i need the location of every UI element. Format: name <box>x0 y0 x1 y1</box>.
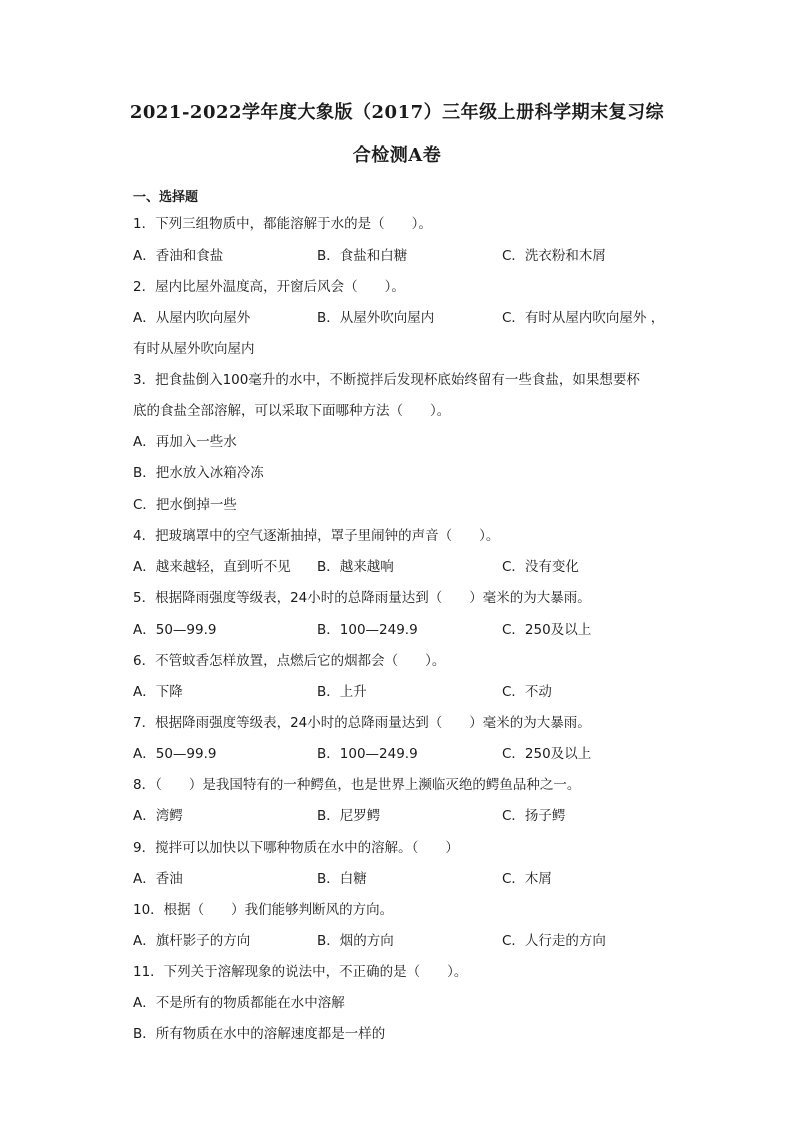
question-4-option-c: C．没有变化 <box>502 559 579 575</box>
question-10-option-a: A．旗杆影子的方向 <box>133 933 251 949</box>
section-heading: 一、选择题 <box>133 190 199 205</box>
question-10-stem: 10．根据（ ）我们能够判断风的方向。 <box>133 902 394 918</box>
question-2-option-c-continued: 有时从屋外吹向屋内 <box>133 341 255 357</box>
question-9-option-a: A．香油 <box>133 871 183 887</box>
question-6-stem: 6．不管蚊香怎样放置，点燃后它的烟都会（ ）。 <box>133 653 446 669</box>
question-4-option-b: B．越来越响 <box>317 559 394 575</box>
question-5-option-c: C．250及以上 <box>502 622 592 638</box>
question-7-option-a: A．50—99.9 <box>133 746 217 762</box>
question-4-stem: 4．把玻璃罩中的空气逐渐抽掉，罩子里闹钟的声音（ ）。 <box>133 528 500 544</box>
question-3-option-b: B．把水放入冰箱冷冻 <box>133 465 264 481</box>
question-6-option-a: A．下降 <box>133 684 183 700</box>
question-1-stem: 1．下列三组物质中，都能溶解于水的是（ ）。 <box>133 216 432 232</box>
question-2-stem: 2．屋内比屋外温度高，开窗后风会（ ）。 <box>133 279 405 295</box>
question-3-stem: 3．把食盐倒入100毫升的水中，不断搅拌后发现杯底始终留有一些食盐，如果想要杯 <box>133 372 640 388</box>
question-5-stem: 5．根据降雨强度等级表，24小时的总降雨量达到（ ）毫米的为大暴雨。 <box>133 590 591 606</box>
question-9-option-b: B．白糖 <box>317 871 367 887</box>
question-9-option-c: C．木屑 <box>502 871 552 887</box>
question-8-option-c: C．扬子鳄 <box>502 808 566 824</box>
question-6-option-b: B．上升 <box>317 684 367 700</box>
question-6-option-c: C．不动 <box>502 684 552 700</box>
question-8-option-b: B．尼罗鳄 <box>317 808 381 824</box>
question-8-option-a: A．湾鳄 <box>133 808 183 824</box>
question-7-stem: 7．根据降雨强度等级表，24小时的总降雨量达到（ ）毫米的为大暴雨。 <box>133 715 591 731</box>
question-3-option-c: C．把水倒掉一些 <box>133 497 237 513</box>
question-4-option-a: A．越来越轻，直到听不见 <box>133 559 291 575</box>
question-1-option-c: C．洗衣粉和木屑 <box>502 248 606 264</box>
question-11-option-b: B．所有物质在水中的溶解速度都是一样的 <box>133 1026 386 1042</box>
question-5-option-a: A．50—99.9 <box>133 622 217 638</box>
exam-title-line-2: 合检测A卷 <box>352 145 442 166</box>
question-11-option-a: A．不是所有的物质都能在水中溶解 <box>133 995 345 1011</box>
question-7-option-c: C．250及以上 <box>502 746 592 762</box>
question-1-option-b: B．食盐和白糖 <box>317 248 408 264</box>
exam-title-line-1: 2021-2022学年度大象版（2017）三年级上册科学期末复习综 <box>129 102 665 123</box>
question-10-option-b: B．烟的方向 <box>317 933 394 949</box>
question-7-option-b: B．100—249.9 <box>317 746 418 762</box>
question-11-stem: 11．下列关于溶解现象的说法中，不正确的是（ ）。 <box>133 964 468 980</box>
question-3-option-a: A．再加入一些水 <box>133 434 237 450</box>
question-10-option-c: C．人行走的方向 <box>502 933 606 949</box>
question-2-option-c: C．有时从屋内吹向屋外 ， <box>502 310 665 326</box>
question-5-option-b: B．100—249.9 <box>317 622 418 638</box>
question-8-stem: 8．（ ）是我国特有的一种鳄鱼，也是世界上濒临灭绝的鳄鱼品种之一。 <box>133 777 581 793</box>
question-3-stem-continued: 底的食盐全部溶解，可以采取下面哪种方法（ ）。 <box>133 403 451 419</box>
question-2-option-a: A．从屋内吹向屋外 <box>133 310 251 326</box>
question-2-option-b: B．从屋外吹向屋内 <box>317 310 435 326</box>
question-1-option-a: A．香油和食盐 <box>133 248 224 264</box>
question-9-stem: 9．搅拌可以加快以下哪种物质在水中的溶解。（ ） <box>133 840 459 856</box>
